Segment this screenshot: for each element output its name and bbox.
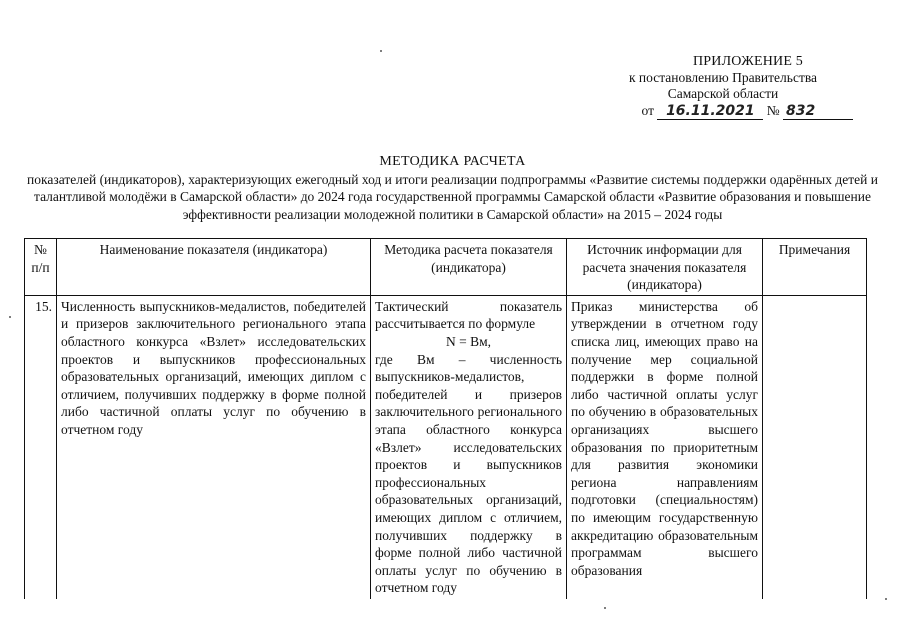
date-prefix: от — [641, 103, 654, 118]
appendix-date-line — [593, 103, 853, 120]
indicators-table — [24, 238, 867, 599]
scan-speck — [885, 598, 887, 600]
appendix-header — [593, 54, 853, 120]
header-source: Источник информации для расчета значения показателя (индикатора) — [567, 239, 763, 296]
handwritten-number: 832 — [783, 103, 853, 120]
appendix-line-2: Самарской области — [667, 86, 779, 101]
number-prefix: № — [766, 103, 780, 118]
header-method: Методика расчета показателя (индикатора) — [371, 239, 567, 296]
row-number: 15. — [25, 295, 57, 599]
method-formula: N = Вм, — [445, 333, 492, 349]
document-title: МЕТОДИКА РАСЧЕТА — [379, 154, 526, 169]
method-intro: Тактический показатель рассчитывается по формуле — [375, 298, 562, 332]
scan-speck — [9, 316, 11, 318]
header-notes: Примечания — [763, 239, 867, 296]
header-name: Наименование показателя (индикатора) — [57, 239, 371, 296]
scan-speck — [604, 607, 606, 609]
table-row — [25, 295, 867, 599]
table-header-row — [25, 239, 867, 296]
handwritten-date: 16.11.2021 — [657, 103, 763, 120]
indicator-name: Численность выпускников-медалистов, победителей и призеров заключительного регионального этапа областного конкурса «Взлет» исследовательских проектов и выпускников профессиональных образовательных организаций, имеющих диплом с отличием, получивших поддержку в форме полной либо частичной оплаты услуг по обучению в отчетном году — [57, 295, 371, 599]
notes-cell — [763, 295, 867, 599]
information-source: Приказ министерства об утверждении в отчетном году списка лиц, имеющих право на получение мер социальной поддержки в форме полной либо частичной оплаты услуг по обучению в образовательных организациях высшего образования по приоритетным для развития экономики региона направлениям подготовки (специальностям) по имеющим государственную аккредитацию образовательным программам высшего образования — [567, 295, 763, 599]
appendix-line-1: к постановлению Правительства — [628, 70, 818, 85]
header-num: № п/п — [25, 239, 57, 296]
calculation-method — [371, 295, 567, 599]
appendix-heading: ПРИЛОЖЕНИЕ 5 — [692, 54, 804, 69]
scan-speck — [380, 50, 382, 52]
document-subtitle: показателей (индикаторов), характеризующих ежегодный ход и итоги реализации подпрограммы «Развитие системы поддержки одарённых детей и талантливой молодёжи в Самарской области» до 2024 года государственной программы Самарской области «Развитие образования и повышение эффективности реализации молодежной политики в Самарской области» на 2015 – 2024 годы — [27, 172, 878, 222]
method-detail: где Вм – численность выпускников-медалистов, победителей и призеров заключительного регионального этапа областного конкурса «Взлет» исследовательских проектов и выпускников профессиональных образовательных организаций, имеющих диплом с отличием, получивших поддержку в форме полной либо частичной оплаты услуг по обучению в отчетном году — [375, 351, 562, 596]
